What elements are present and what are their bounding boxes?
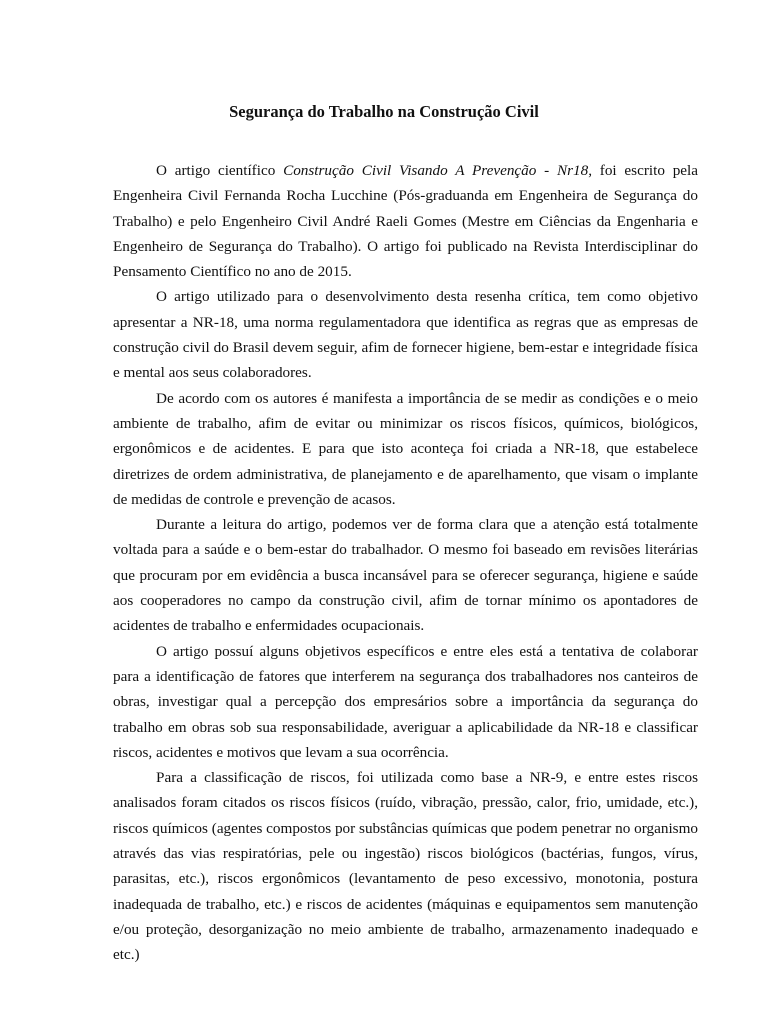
paragraph-objective: O artigo utilizado para o desenvolvimento desta resenha crítica, tem como objetivo apresentar a NR-18, uma norma regulamentadora que identifica as regras que as empresas de construção civil do Brasil devem seguir, afim de fornecer higiene, bem-estar e integridade física e mental aos seus colaboradores. [113,288,698,382]
document-title: Segurança do Trabalho na Construção Civil [229,102,539,121]
paragraph-intro-rest: , foi escrito pela Engenheira Civil Fernanda Rocha Lucchine (Pós-graduanda em Engenheira de Segurança do Trabalho) e pelo Engenheiro Civil André Raeli Gomes (Mestre em Ciências da Engenharia e Engenheiro de Segurança do Trabalho). O artigo foi publicado na Revista Interdisciplinar do Pensamento Científico no ano de 2015. [113,162,698,281]
paragraph-intro-lead: O artigo científico [156,162,284,179]
article-title-emphasis: Construção Civil Visando A Prevenção - Nr18 [283,162,589,179]
paragraph-authors-view: De acordo com os autores é manifesta a importância de se medir as condições e o meio ambiente de trabalho, afim de evitar ou minimizar os riscos físicos, químicos, biológicos, ergonômicos e de acidentes. E para que isto aconteça foi criada a NR-18, que estabelece diretrizes de ordem administrativa, de planejamento e de aparelhamento, que visam o implante de medidas de controle e prevenção de acasos. [113,389,698,508]
paragraph-reading: Durante a leitura do artigo, podemos ver de forma clara que a atenção está totalmente voltada para a saúde e o bem-estar do trabalhador. O mesmo foi baseado em revisões literárias que procuram por em evidência a busca incansável para se oferecer segurança, higiene e saúde aos cooperadores no campo da construção civil, afim de tornar mínimo os apontadores de acidentes de trabalho e enfermidades ocupacionais. [113,516,698,635]
paragraph-specific-objectives: O artigo possuí alguns objetivos específicos e entre eles está a tentativa de colaborar para a identificação de fatores que interferem na segurança dos trabalhadores nos canteiros de obras, investigar qual a percepção dos empresários sobre a importância da segurança do trabalho em obras sob sua responsabilidade, averiguar a aplicabilidade da NR-18 e classificar riscos, acidentes e motivos que levam a sua ocorrência. [113,642,698,761]
paragraph-risk-classification: Para a classificação de riscos, foi utilizada como base a NR-9, e entre estes riscos analisados foram citados os riscos físicos (ruído, vibração, pressão, calor, frio, umidade, etc.), riscos químicos (agentes compostos por substâncias químicas que podem penetrar no organismo através das vias respiratórias, pele ou ingestão) riscos biológicos (bactérias, fungos, vírus, parasitas, etc.), riscos ergonômicos (levantamento de peso excessivo, monotonia, postura inadequada de trabalho, etc.) e riscos de acidentes (máquinas e equipamentos sem manutenção e/ou proteção, desorganização no meio ambiente de trabalho, armazenamento inadequado e etc.) [113,769,698,964]
document-body [113,158,698,968]
paragraph-intro [113,158,698,284]
